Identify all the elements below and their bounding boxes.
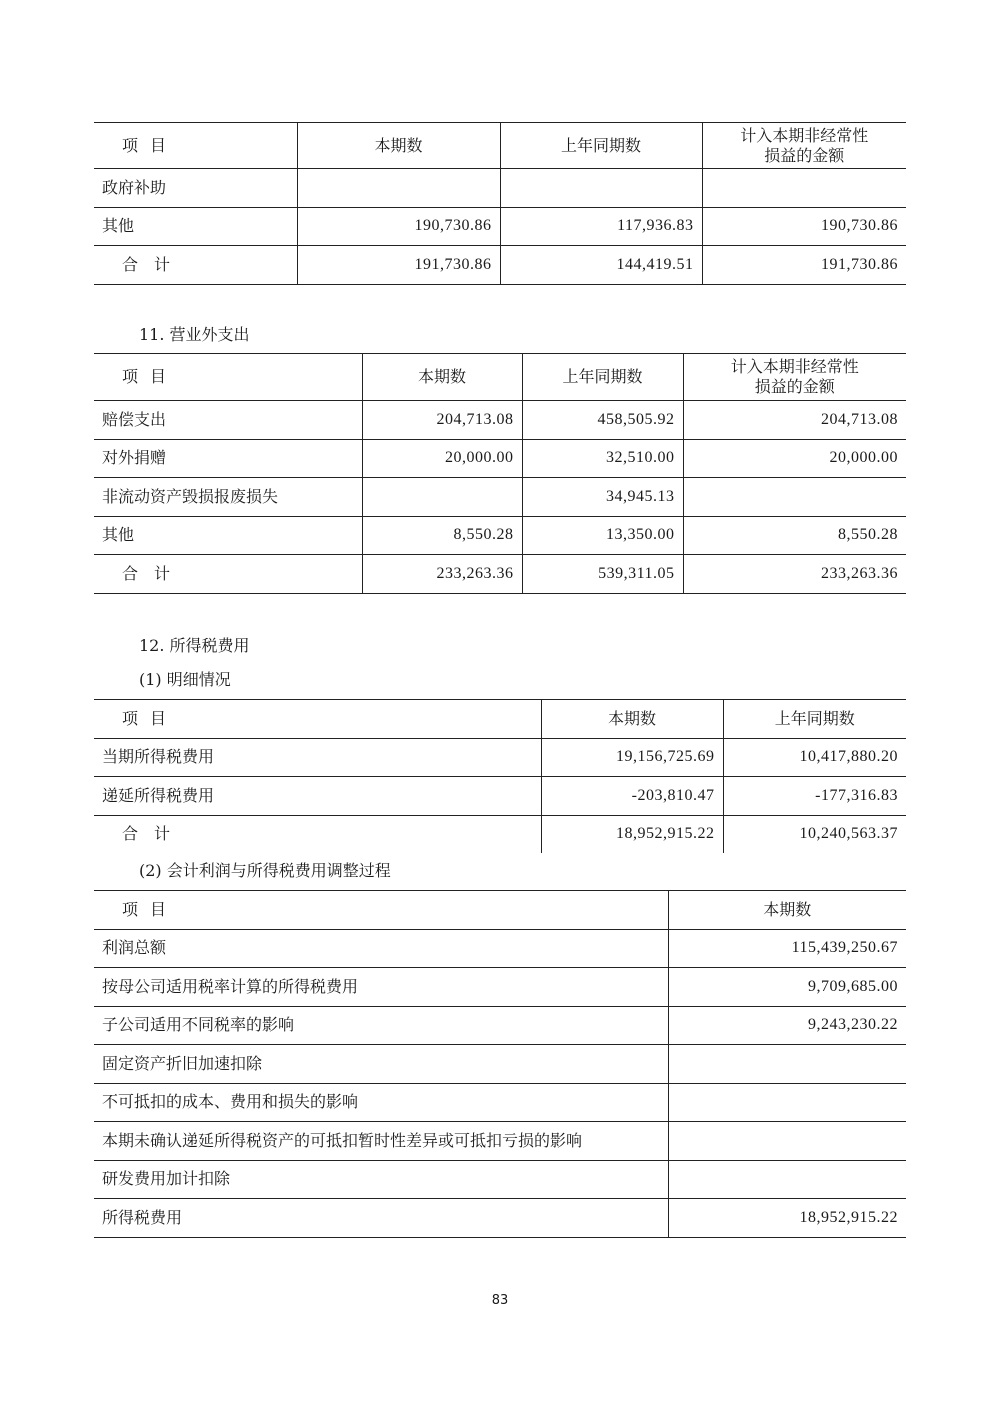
header-current: 本期数 — [541, 700, 723, 739]
row-item: 所得税费用 — [94, 1199, 668, 1238]
table-row — [94, 738, 906, 777]
row-item: 固定资产折旧加速扣除 — [94, 1045, 668, 1084]
table-row — [94, 478, 906, 517]
row-prior: 32,510.00 — [522, 439, 683, 478]
row-item: 其他 — [94, 516, 362, 555]
table-header-row — [94, 123, 906, 169]
header-prior: 上年同期数 — [522, 354, 683, 401]
row-item: 当期所得税费用 — [94, 738, 541, 777]
table-total-row — [94, 246, 906, 285]
row-item: 合计 — [94, 555, 362, 594]
row-current: 115,439,250.67 — [668, 929, 906, 968]
row-current — [668, 1045, 906, 1084]
section-11-title: 11. 营业外支出 — [139, 325, 250, 344]
table-row — [94, 169, 906, 208]
row-prior — [500, 169, 702, 208]
table-row — [94, 1006, 906, 1045]
table-row — [94, 439, 906, 478]
header-prior: 上年同期数 — [500, 123, 702, 169]
row-prior: 13,350.00 — [522, 516, 683, 555]
non-operating-expense-table — [94, 353, 906, 594]
row-prior: 117,936.83 — [500, 207, 702, 246]
table-row — [94, 516, 906, 555]
row-prior: 10,240,563.37 — [723, 815, 906, 853]
row-nonrecurring: 191,730.86 — [702, 246, 906, 285]
row-item: 合计 — [94, 815, 541, 853]
row-current — [362, 478, 522, 517]
header-nonrecurring: 计入本期非经常性 损益的金额 — [702, 123, 906, 169]
row-nonrecurring: 190,730.86 — [702, 207, 906, 246]
income-tax-detail-table — [94, 699, 906, 853]
row-current: -203,810.47 — [541, 777, 723, 816]
row-current — [297, 169, 500, 208]
header-current: 本期数 — [668, 891, 906, 930]
table-row — [94, 207, 906, 246]
table-row — [94, 401, 906, 440]
row-item: 利润总额 — [94, 929, 668, 968]
row-prior: 458,505.92 — [522, 401, 683, 440]
tax-reconciliation-table — [94, 890, 906, 1238]
row-current: 204,713.08 — [362, 401, 522, 440]
row-item: 非流动资产毁损报废损失 — [94, 478, 362, 517]
table-row — [94, 1083, 906, 1122]
header-prior: 上年同期数 — [723, 700, 906, 739]
row-nonrecurring: 8,550.28 — [683, 516, 906, 555]
section-12-sub1-title: (1) 明细情况 — [139, 670, 231, 689]
row-item: 合计 — [94, 246, 297, 285]
section-12-sub2-title: (2) 会计利润与所得税费用调整过程 — [139, 861, 391, 880]
page-number: 83 — [491, 1293, 509, 1308]
table-total-row — [94, 815, 906, 853]
row-nonrecurring: 204,713.08 — [683, 401, 906, 440]
row-item: 对外捐赠 — [94, 439, 362, 478]
row-current: 190,730.86 — [297, 207, 500, 246]
row-item: 本期未确认递延所得税资产的可抵扣暂时性差异或可抵扣亏损的影响 — [94, 1122, 668, 1161]
header-current: 本期数 — [297, 123, 500, 169]
header-item: 项目 — [94, 123, 297, 169]
row-current: 19,156,725.69 — [541, 738, 723, 777]
table-row — [94, 1160, 906, 1199]
row-prior: 10,417,880.20 — [723, 738, 906, 777]
row-current: 18,952,915.22 — [668, 1199, 906, 1238]
table-header-row — [94, 700, 906, 739]
row-nonrecurring — [683, 478, 906, 517]
header-current: 本期数 — [362, 354, 522, 401]
row-current: 9,709,685.00 — [668, 968, 906, 1007]
row-item: 政府补助 — [94, 169, 297, 208]
row-prior: 144,419.51 — [500, 246, 702, 285]
row-current: 8,550.28 — [362, 516, 522, 555]
row-item: 不可抵扣的成本、费用和损失的影响 — [94, 1083, 668, 1122]
header-nonrecurring: 计入本期非经常性 损益的金额 — [683, 354, 906, 401]
row-current — [668, 1083, 906, 1122]
row-prior: -177,316.83 — [723, 777, 906, 816]
row-nonrecurring: 233,263.36 — [683, 555, 906, 594]
table-header-row — [94, 891, 906, 930]
table-row — [94, 777, 906, 816]
row-item: 按母公司适用税率计算的所得税费用 — [94, 968, 668, 1007]
row-prior: 34,945.13 — [522, 478, 683, 517]
row-nonrecurring — [702, 169, 906, 208]
row-current: 233,263.36 — [362, 555, 522, 594]
other-income-table — [94, 122, 906, 285]
row-item: 其他 — [94, 207, 297, 246]
row-item: 递延所得税费用 — [94, 777, 541, 816]
row-current: 9,243,230.22 — [668, 1006, 906, 1045]
row-item: 子公司适用不同税率的影响 — [94, 1006, 668, 1045]
row-current: 191,730.86 — [297, 246, 500, 285]
table-row — [94, 968, 906, 1007]
header-item: 项目 — [94, 700, 541, 739]
table-total-row — [94, 1199, 906, 1238]
table-row — [94, 929, 906, 968]
section-12-title: 12. 所得税费用 — [139, 636, 250, 655]
table-total-row — [94, 555, 906, 594]
header-item: 项目 — [94, 891, 668, 930]
row-prior: 539,311.05 — [522, 555, 683, 594]
row-item: 赔偿支出 — [94, 401, 362, 440]
row-current: 20,000.00 — [362, 439, 522, 478]
header-item: 项目 — [94, 354, 362, 401]
table-row — [94, 1122, 906, 1161]
row-current — [668, 1160, 906, 1199]
row-current: 18,952,915.22 — [541, 815, 723, 853]
row-nonrecurring: 20,000.00 — [683, 439, 906, 478]
table-header-row — [94, 354, 906, 401]
row-current — [668, 1122, 906, 1161]
table-row — [94, 1045, 906, 1084]
row-item: 研发费用加计扣除 — [94, 1160, 668, 1199]
